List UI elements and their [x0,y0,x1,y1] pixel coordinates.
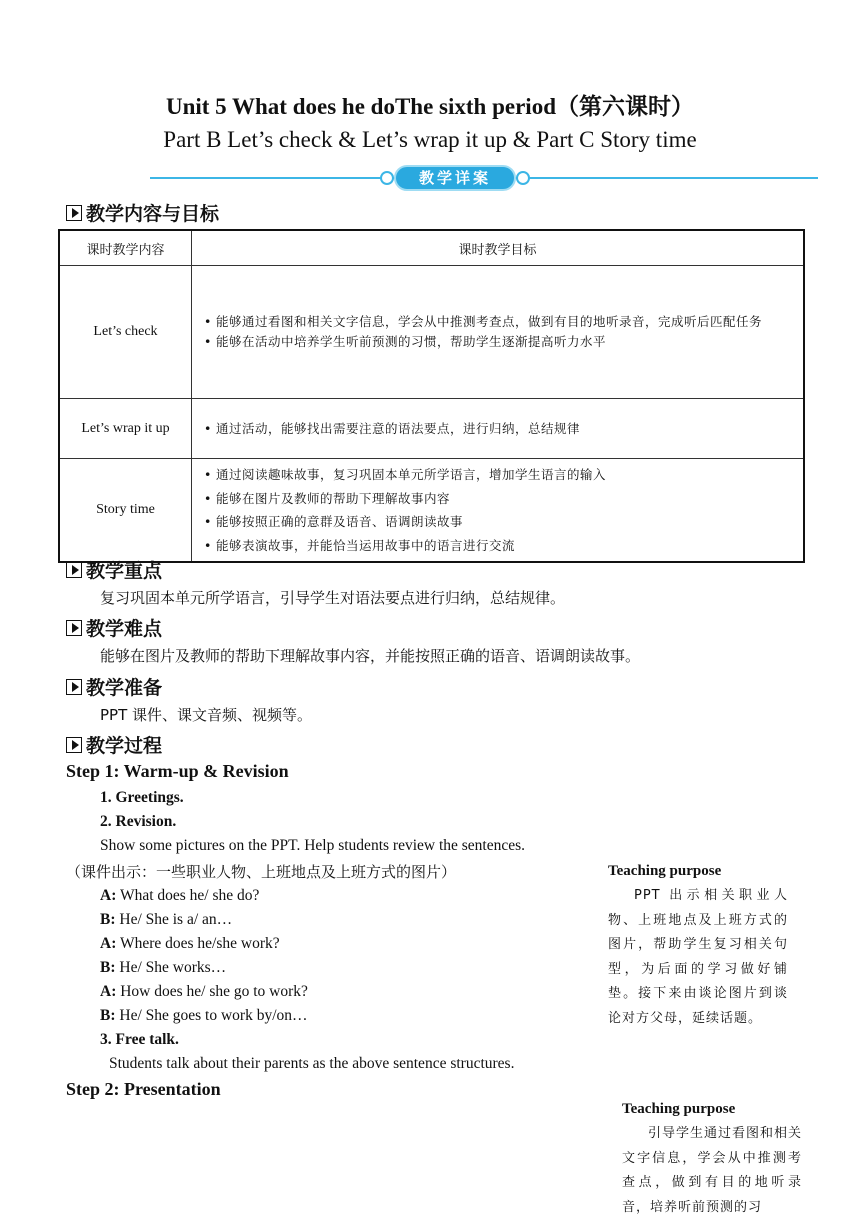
row-goals [192,459,805,563]
difficulties-text: 能够在图片及教师的帮助下理解故事内容，并能按照正确的语音、语调朗读故事。 [100,647,641,665]
dialogue-line [100,1007,308,1025]
goal-item: • 能够在图片及教师的帮助下理解故事内容 [204,487,795,511]
section-heading-text: 教学重点 [86,560,163,582]
utterance: He/ She works… [115,959,227,976]
goals-table [58,229,805,563]
step-2-heading: Step 2: Presentation [66,1079,221,1099]
section-heading-key-points [66,556,162,583]
speaker: B: [100,911,116,928]
goal-item: • 通过阅读趣味故事，复习巩固本单元所学语言，增加学生语言的输入 [204,463,795,487]
utterance: Where does he/she work? [116,935,280,952]
dialogue-line [100,911,232,929]
free-talk-heading: 3. Free talk. [100,1031,179,1048]
teaching-purpose-title: Teaching purpose [622,1101,736,1117]
table-row [59,266,804,399]
dialogue-line [100,959,226,977]
speaker: A: [100,935,117,952]
banner-label: 教学详案 [394,165,516,191]
play-triangle-icon [66,737,82,753]
table-header-goals: 课时教学目标 [192,230,805,266]
section-heading-process [66,731,162,758]
table-row [59,399,804,459]
play-triangle-icon [66,205,82,221]
utterance: What does he/ she do? [116,887,260,904]
document-subtitle: Part B Let’s check & Let’s wrap it up & Part C Story time [163,127,697,152]
revision-text: Show some pictures on the PPT. Help students review the sentences. [100,837,526,854]
preparation-text: PPT 课件、课文音频、视频等。 [100,706,313,724]
row-content-name: Let’s check [59,266,192,399]
play-triangle-icon [66,620,82,636]
play-triangle-icon [66,679,82,695]
speaker: B: [100,1007,116,1024]
utterance: He/ She goes to work by/on… [115,1007,308,1024]
row-goals [192,266,805,399]
document-title: Unit 5 What does he doThe sixth period（第六课时） [165,94,694,119]
section-heading-text: 教学难点 [86,618,163,640]
table-row [59,459,804,563]
goal-item: • 能够通过看图和相关文字信息，学会从中推测考查点，做到有目的地听录音，完成听后匹配任务 [204,312,795,332]
dialogue-line [100,887,259,905]
section-heading-text: 教学准备 [86,677,163,699]
utterance: How does he/ she go to work? [116,983,308,1000]
revision-note: （课件出示：一些职业人物、上班地点及上班方式的图片） [66,863,457,881]
row-content-name: Story time [59,459,192,563]
dialogue-line [100,983,308,1001]
banner-badge [380,165,530,191]
section-heading-text: 教学内容与目标 [86,203,220,225]
teaching-purpose-title: Teaching purpose [608,863,722,879]
row-content-name: Let’s wrap it up [59,399,192,459]
banner-cap-right [516,171,530,185]
goal-item: • 通过活动，能够找出需要注意的语法要点，进行归纳，总结规律 [204,419,795,439]
speaker: A: [100,887,117,904]
row-goals [192,399,805,459]
utterance: He/ She is a/ an… [115,911,233,928]
greetings-heading: 1. Greetings. [100,789,184,806]
revision-heading: 2. Revision. [100,813,177,830]
goal-item: • 能够表演故事，并能恰当运用故事中的语言进行交流 [204,534,795,558]
speaker: B: [100,959,116,976]
speaker: A: [100,983,117,1000]
section-heading-preparation [66,673,162,700]
teaching-purpose-text: PPT 出示相关职业人物、上班地点及上班方式的图片，帮助学生复习相关句型，为后面的学习做好铺垫。接下来由谈论图片到谈论对方父母，延续话题。 [608,888,788,1026]
free-talk-text: Students talk about their parents as the above sentence structures. [109,1055,515,1072]
table-header-content: 课时教学内容 [59,230,192,266]
step-1-heading: Step 1: Warm-up & Revision [66,761,289,781]
section-heading-text: 教学过程 [86,735,163,757]
section-heading-difficulties [66,614,162,641]
play-triangle-icon [66,562,82,578]
dialogue-line [100,935,280,953]
goal-item: • 能够在活动中培养学生听前预测的习惯，帮助学生逐渐提高听力水平 [204,332,795,352]
table-header-row [59,230,804,266]
key-points-text: 复习巩固本单元所学语言，引导学生对语法要点进行归纳，总结规律。 [100,589,566,607]
banner-cap-left [380,171,394,185]
goal-item: • 能够按照正确的意群及语音、语调朗读故事 [204,510,795,534]
section-heading-content-goals [66,199,219,226]
teaching-purpose-text: 引导学生通过看图和相关文字信息，学会从中推测考查点，做到有目的地听录音，培养听前预测的习 [622,1126,803,1215]
